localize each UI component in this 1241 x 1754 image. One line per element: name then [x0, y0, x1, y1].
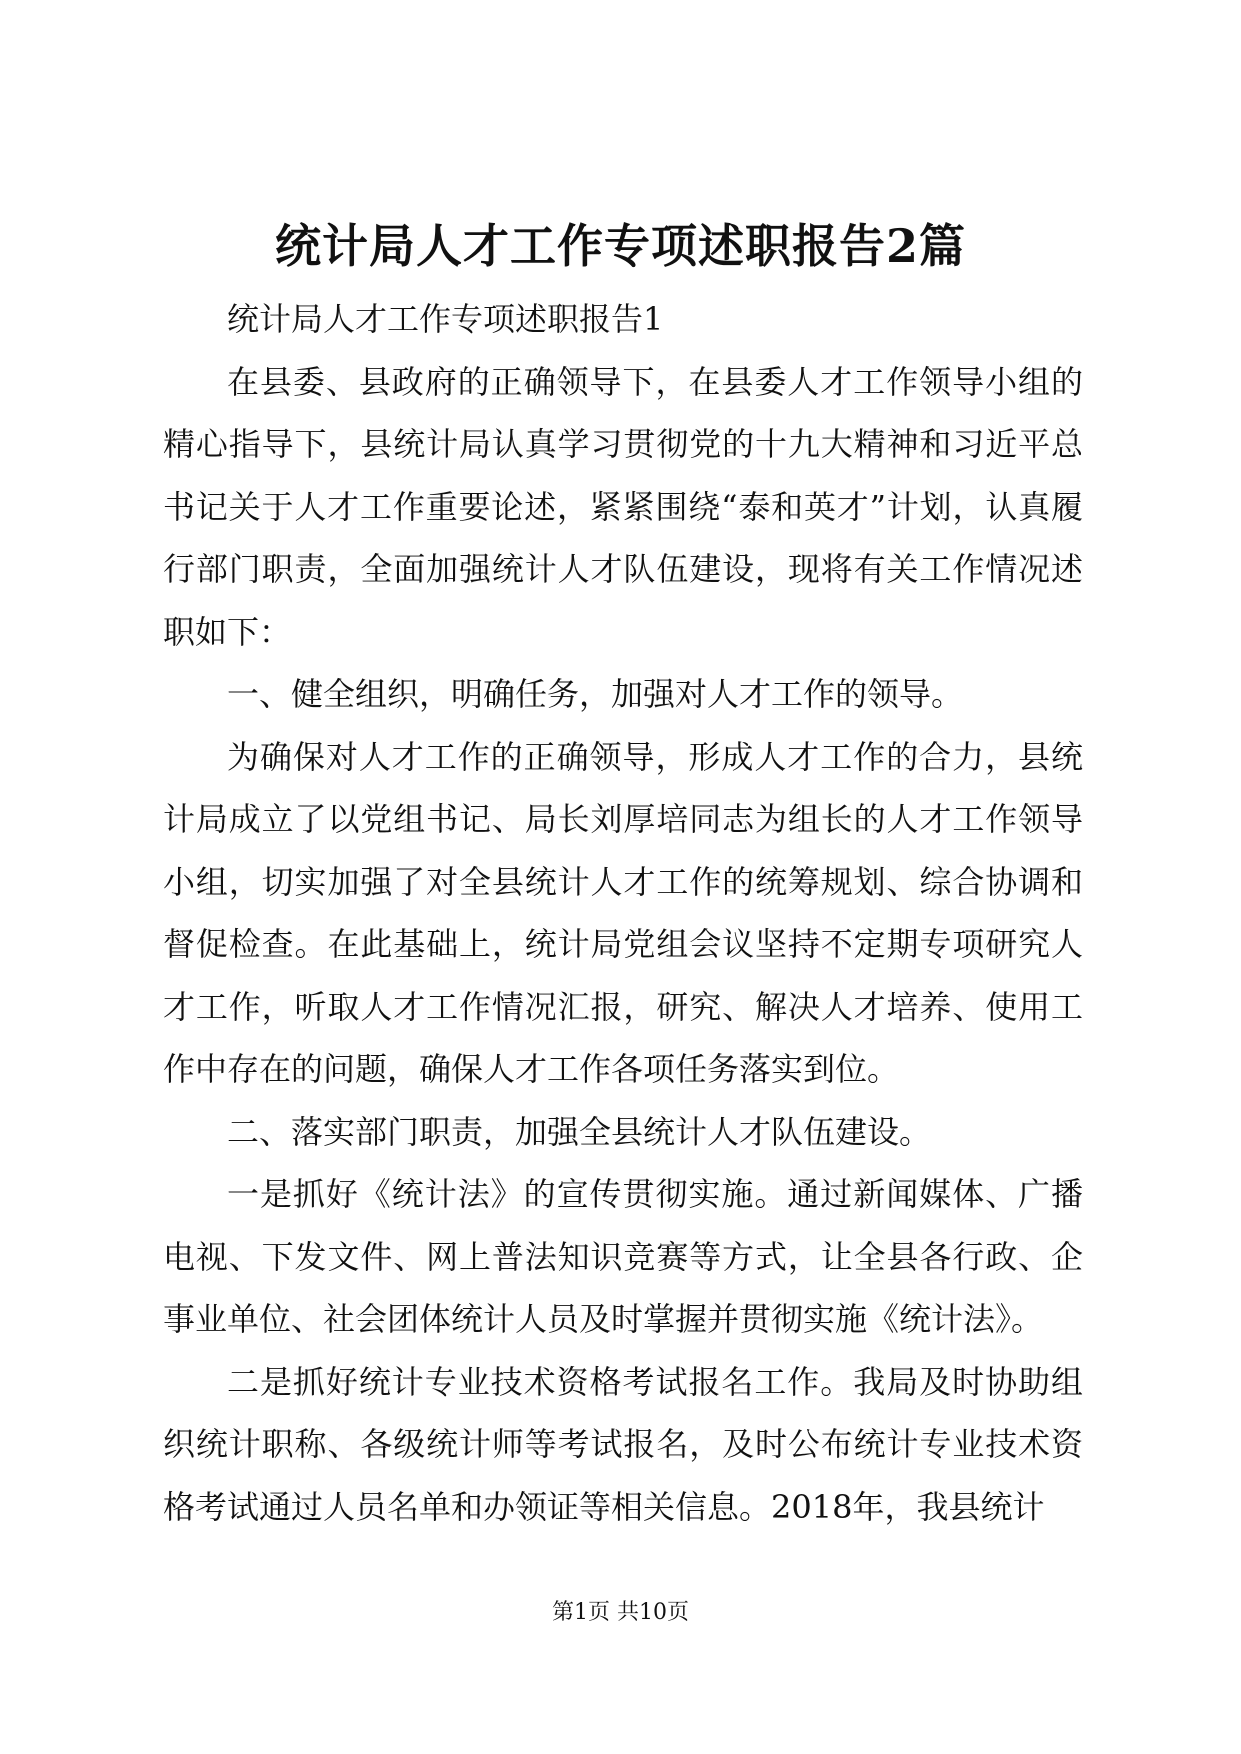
document-title: 统计局人才工作专项述职报告2篇: [274, 219, 966, 273]
section-heading-2: 二、落实部门职责，加强全县统计人才队伍建设。: [227, 1112, 932, 1151]
intro-paragraph: 在县委、县政府的正确领导下，在县委人才工作领导小组的精心指导下，县统计局认真学习贯彻党的十九大精神和习近平总书记关于人才工作重要论述，紧紧围绕“泰和英才”计划，认真履行部门职责，全面加强统计人才队伍建设，现将有关工作情况述职如下：: [163, 362, 1083, 651]
body-paragraph: 二是抓好统计专业技术资格考试报名工作。我局及时协助组织统计职称、各级统计师等考试报名，及时公布统计专业技术资格考试通过人员名单和办领证等相关信息。2018年，我县统计: [163, 1362, 1083, 1526]
body-paragraph: 一是抓好《统计法》的宣传贯彻实施。通过新闻媒体、广播电视、下发文件、网上普法知识竞赛等方式，让全县各行政、企事业单位、社会团体统计人员及时掌握并贯彻实施《统计法》。: [163, 1175, 1083, 1338]
section-heading-1: 一、健全组织，明确任务，加强对人才工作的领导。: [227, 675, 964, 713]
document-body: [163, 288, 1083, 1538]
body-paragraph: 为确保对人才工作的正确领导，形成人才工作的合力，县统计局成立了以党组书记、局长刘厚培同志为组长的人才工作领导小组，切实加强了对全县统计人才工作的统筹规划、综合协调和督促检查。在此基础上，统计局党组会议坚持不定期专项研究人才工作，听取人才工作情况汇报，研究、解决人才培养、使用工作中存在的问题，确保人才工作各项任务落实到位。: [163, 737, 1083, 1088]
page-number-footer: 第1页 共10页: [552, 1600, 689, 1625]
subtitle-paragraph: 统计局人才工作专项述职报告1: [227, 300, 664, 338]
